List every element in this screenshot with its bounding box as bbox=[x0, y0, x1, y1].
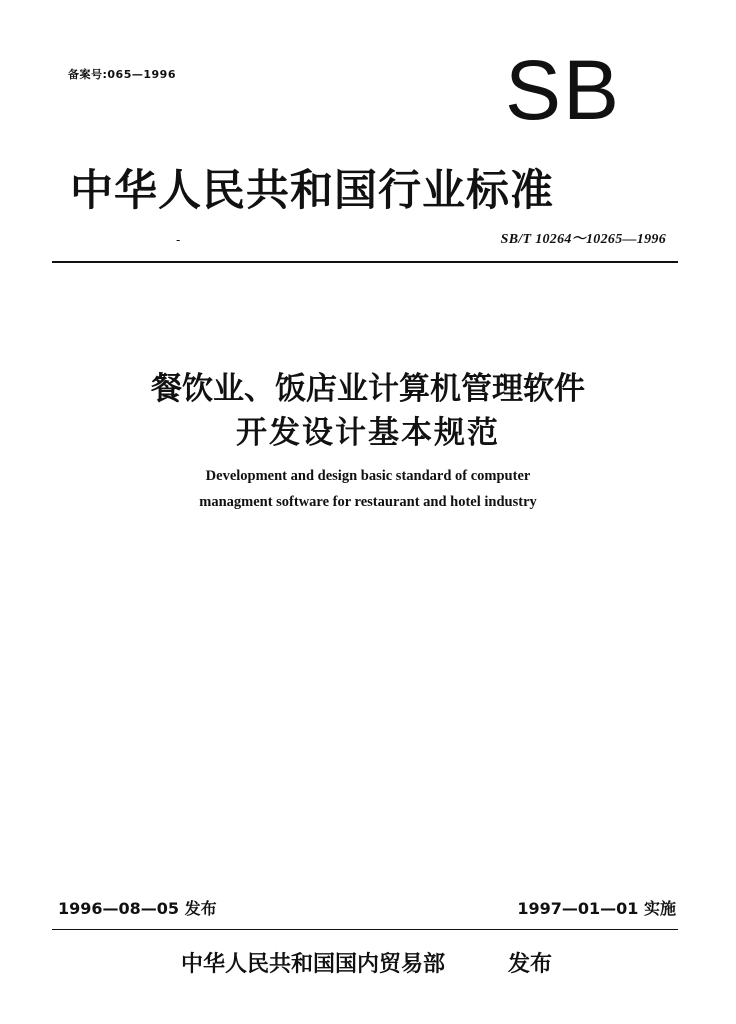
record-number: 备案号:065—1996 bbox=[68, 68, 176, 81]
document-title-cn-line1: 餐饮业、饭店业计算机管理软件 bbox=[151, 371, 585, 407]
issuing-authority: 中华人民共和国国内贸易部 bbox=[181, 952, 446, 977]
document-title-cn-line2: 开发设计基本规范 bbox=[236, 415, 500, 451]
standard-category-title: 中华人民共和国行业标准 bbox=[70, 166, 554, 216]
document-title-en-line2: managment software for restaurant and hotel industry bbox=[199, 494, 537, 510]
bottom-divider bbox=[52, 929, 678, 930]
publish-label: 发布 bbox=[508, 952, 553, 977]
standard-number: SB/T 10264～10265—1996 bbox=[500, 232, 666, 247]
dash-mark: - bbox=[176, 233, 181, 247]
issue-date: 1996—08—05 发布 bbox=[58, 899, 217, 918]
standard-code-mark: SB bbox=[505, 43, 622, 137]
implementation-date: 1997—01—01 实施 bbox=[517, 899, 676, 918]
document-title-en-line1: Development and design basic standard of computer bbox=[205, 468, 531, 484]
top-divider bbox=[52, 261, 678, 263]
